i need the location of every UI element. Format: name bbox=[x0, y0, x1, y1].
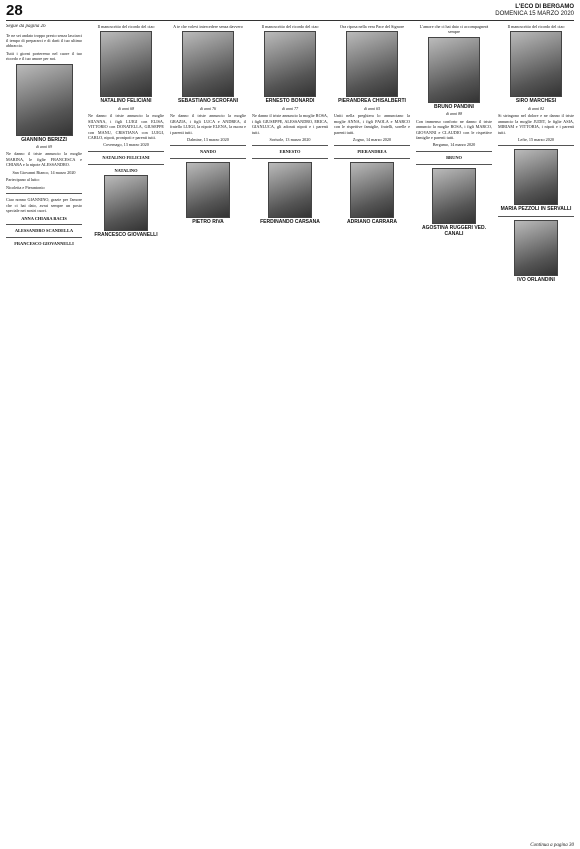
deceased-name: GIANNINO BERIZZI bbox=[21, 136, 67, 143]
deceased-age: di anni 68 bbox=[117, 105, 135, 111]
portrait-photo bbox=[428, 37, 480, 103]
deceased-name: PIETRO RIVA bbox=[192, 219, 224, 226]
secondary-name: NATALINO FELICIANI bbox=[102, 154, 150, 160]
place-date: Lefte, 15 marzo 2020 bbox=[517, 136, 555, 142]
portrait-photo bbox=[264, 31, 316, 97]
divider bbox=[6, 193, 82, 194]
deceased-age: di anni 77 bbox=[281, 105, 299, 111]
place-date: Sorisole, 13 marzo 2020 bbox=[269, 136, 311, 142]
place-date: Zogno, 14 marzo 2020 bbox=[352, 136, 392, 142]
column-2 bbox=[88, 24, 164, 839]
portrait-photo bbox=[100, 31, 152, 97]
announcement-body: Uniti nella preghiera lo annunciano la moglie ANNA, i figli PAOLA e MARCO con le rispettive famiglie, fratelli, sorelle e parenti tutti. bbox=[334, 113, 410, 135]
paper-name: L'ECO DI BERGAMO bbox=[515, 4, 574, 10]
paper-date: DOMENICA 15 MARZO 2020 bbox=[495, 10, 574, 17]
intro-text: Il manoscritto del ricordo del ciao bbox=[507, 24, 565, 29]
column-7 bbox=[498, 24, 574, 839]
deceased-name: BRUNO PANDINI bbox=[434, 103, 474, 110]
place-date: San Giovanni Bianco, 14 marzo 2020 bbox=[12, 169, 76, 175]
place-date: Covernago, 13 marzo 2020 bbox=[103, 142, 149, 148]
deceased-name: IVO ORLANDINI bbox=[517, 276, 555, 283]
portrait-photo bbox=[104, 175, 148, 231]
lead-text: Te ne sei andato troppo presto senza lasciarci il tempo di prepararci e di darti il tuo ultimo abbraccio. bbox=[6, 32, 82, 49]
tail-text: Tutti i giorni porteremo nel cuore il tuo ricordo e il tuo amore per noi. bbox=[6, 50, 82, 62]
divider bbox=[88, 151, 164, 152]
divider bbox=[416, 151, 492, 152]
note-2: Nicoletta e Pierantonio bbox=[6, 184, 45, 190]
column-1 bbox=[6, 24, 82, 839]
portrait-photo bbox=[268, 162, 312, 218]
deceased-age: di anni 69 bbox=[35, 144, 53, 150]
continued-note: Continua a pagina 30 bbox=[530, 843, 574, 848]
intro-text: Il manoscritto del ricordo del ciao bbox=[97, 24, 155, 29]
page-header bbox=[6, 4, 574, 21]
intro-text: Il manoscritto del ricordo del ciao bbox=[261, 24, 319, 29]
column-5 bbox=[334, 24, 410, 839]
portrait-photo bbox=[514, 220, 558, 276]
deceased-age: di anni 76 bbox=[199, 105, 217, 111]
divider bbox=[170, 145, 246, 146]
divider bbox=[334, 158, 410, 159]
deceased-age: di anni 88 bbox=[445, 111, 463, 117]
extra-text: Ciao nonno GIANNINO, grazie per l'amore che ci hai dato, avrai sempre un posto speciale nei nostri cuori. bbox=[6, 197, 82, 214]
signature-3: FRANCESCO GIOVANNELLI bbox=[14, 240, 74, 246]
deceased-age: di anni 82 bbox=[527, 105, 545, 111]
page-number: 28 bbox=[6, 2, 23, 19]
column-4 bbox=[252, 24, 328, 839]
deceased-name: FRANCESCO GIOVANELLI bbox=[94, 232, 158, 239]
divider bbox=[170, 158, 246, 159]
deceased-name: NATALINO FELICIANI bbox=[100, 98, 152, 105]
portrait-photo bbox=[182, 31, 234, 97]
deceased-name: SIRO MARCHESI bbox=[515, 98, 557, 105]
announcement-body: Ne danno il triste annuncio la moglie GRAZIA, i figli LUCA e ANDREA, il fratello LUIGI, la nipote ELENA, la nuora e i parenti tutti. bbox=[170, 113, 246, 135]
deceased-age: di anni 65 bbox=[363, 105, 381, 111]
divider bbox=[416, 164, 492, 165]
portrait-photo bbox=[350, 162, 394, 218]
deceased-name: PIERANDREA CHISALBERTI bbox=[338, 98, 406, 105]
intro-text: A te che volevi intercedere senza davvero bbox=[173, 24, 243, 29]
intro-text: Ora riposa nella vera Pace del Signore bbox=[339, 24, 405, 29]
deceased-name: MARIA PEZZOLI IN SERVALLI bbox=[500, 206, 572, 213]
divider bbox=[6, 224, 82, 225]
intro-text: L'amore che ci hai dato ci accompagnerà sempre bbox=[419, 24, 489, 35]
divider bbox=[334, 145, 410, 146]
segue-note: Segue da pagina 26 bbox=[6, 24, 46, 29]
secondary-name: BRUNO bbox=[446, 154, 462, 160]
announcement-body: Ne danno il triste annuncio la moglie ROSA, i figli GIUSEPPE, ALESSANDRO, ERICA, GIANLUCA, gli adorati nipoti e i parenti tutti. bbox=[252, 113, 328, 135]
place-date: Bergamo, 14 marzo 2020 bbox=[432, 142, 476, 148]
portrait-photo bbox=[432, 168, 476, 224]
divider bbox=[88, 164, 164, 165]
paper-masthead bbox=[495, 4, 574, 18]
obituary-columns bbox=[6, 24, 574, 839]
announcement-body: Ne danno il triste annuncio la moglie SILVANA, i figli LUIGI con ELISA, VITTORIO con DONATELLA, GIUSEPPE con MANU, CRISTIANA con LUIGI, CARLO, nipoti, pronipoti e parenti tutti. bbox=[88, 113, 164, 140]
column-6 bbox=[416, 24, 492, 839]
signature-2: ALESSANDRO SCANDELLA bbox=[14, 228, 74, 234]
deceased-name: ERNESTO BONARDI bbox=[265, 98, 315, 105]
secondary-name: ERNESTO bbox=[279, 149, 301, 155]
divider bbox=[498, 216, 574, 217]
portrait-photo bbox=[16, 64, 73, 136]
deceased-name: FERDINANDO CARSANA bbox=[260, 219, 320, 226]
deceased-name: AGOSTINA RUGGERI VED. CANALI bbox=[422, 224, 486, 238]
divider bbox=[252, 158, 328, 159]
tertiary-name: NATALINO bbox=[114, 167, 138, 173]
divider bbox=[498, 145, 574, 146]
signature-1: ANNA CHIARA BACIS bbox=[21, 215, 67, 221]
column-3 bbox=[170, 24, 246, 839]
portrait-photo bbox=[510, 31, 562, 97]
note-1: Partecipano al lutto: bbox=[6, 177, 40, 183]
secondary-name: NANDO bbox=[199, 149, 217, 155]
place-date: Dalmine, 13 marzo 2020 bbox=[187, 136, 229, 142]
deceased-name: SEBASTIANO SCROFANI bbox=[177, 98, 238, 105]
divider bbox=[6, 237, 82, 238]
announcement-body: Con immenso conforto ne danno il triste annuncio la moglie ROSA, i figli MARCO, GIOVANNI e CLAUDIO con le rispettive famiglie e parenti tutti. bbox=[416, 118, 492, 140]
announcement-body: Si stringono nel dolore e ne danno il triste annuncio la moglie JUDIT, le figlie ASIA, MIRIAM e VITTORIA, i nipoti e i parenti tutti. bbox=[498, 113, 574, 135]
announcement-body: Ne danno il triste annuncio la moglie MARINA, le figlie FRANCESCA e CHIARA e la nipote ALESSANDRO. bbox=[6, 151, 82, 168]
secondary-name: PIERANDREA bbox=[357, 149, 387, 155]
portrait-photo bbox=[346, 31, 398, 97]
deceased-name: ADRIANO CARRARA bbox=[347, 219, 397, 226]
portrait-photo bbox=[186, 162, 230, 218]
divider bbox=[252, 145, 328, 146]
portrait-photo bbox=[514, 149, 558, 205]
